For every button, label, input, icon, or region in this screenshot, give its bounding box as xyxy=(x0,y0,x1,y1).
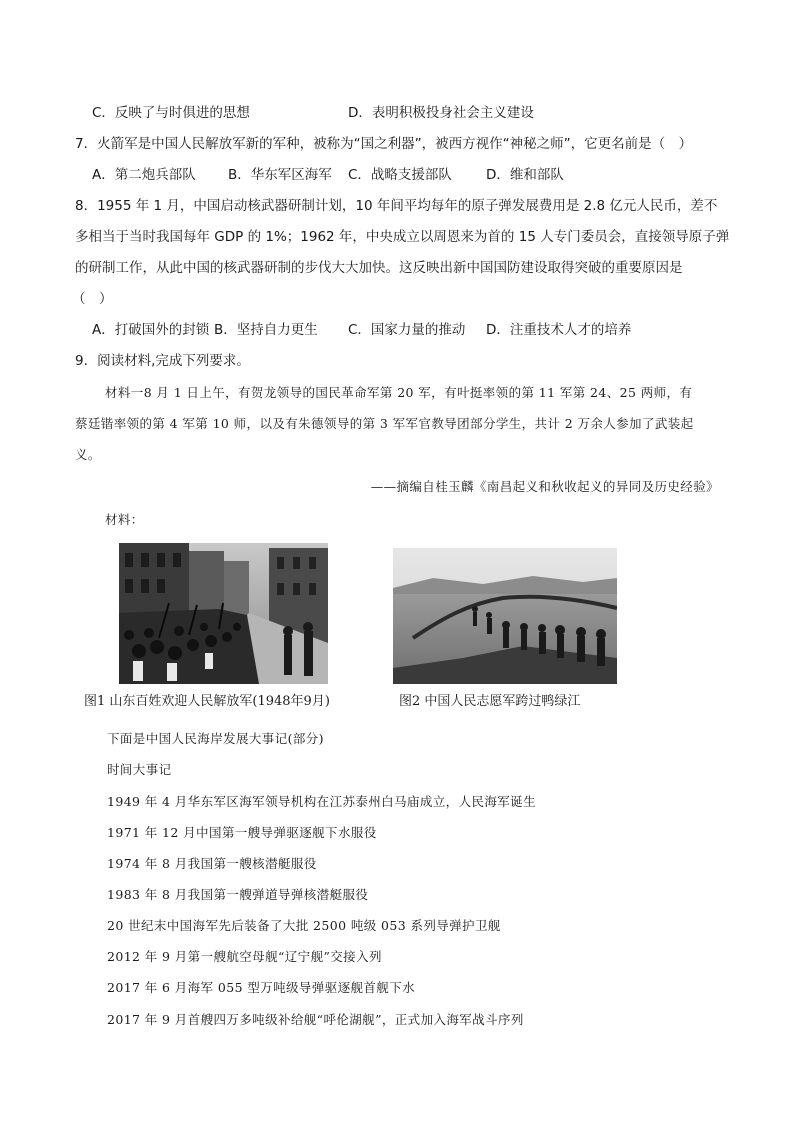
q8-option-c: C．国家力量的推动 xyxy=(348,322,466,338)
q7-option-c: C．战略支援部队 xyxy=(348,167,452,183)
q7-option-d: D．维和部队 xyxy=(486,167,564,183)
material-1-source: ——摘编自桂玉麟《南昌起义和秋收起义的异同及历史经验》 xyxy=(370,479,719,494)
event-item: 1949 年 4 月华东军区海军领导机构在江苏泰州白马庙成立，人民海军诞生 xyxy=(107,794,536,809)
figure-1-photo xyxy=(119,543,328,684)
figure-2-photo xyxy=(393,548,617,684)
event-item: 20 世纪末中国海军先后装备了大批 2500 吨级 053 系列导弹护卫舰 xyxy=(107,918,501,933)
event-item: 1971 年 12 月中国第一艘导弹驱逐舰下水服役 xyxy=(107,825,377,840)
material-1-line-3: 义。 xyxy=(75,447,101,462)
option-c: C．反映了与时俱进的思想 xyxy=(92,105,250,121)
q8-option-b: B．坚持自力更生 xyxy=(214,322,318,338)
material-1-line-2: 蔡廷锴率领的第 4 军第 10 师，以及有朱德领导的第 3 军军官教导团部分学生，共计 2 万余人参加了武装起 xyxy=(75,416,694,431)
event-item: 1974 年 8 月我国第一艘核潜艇服役 xyxy=(107,856,317,871)
q8-line-1: 8．1955 年 1 月，中国启动核武器研制计划，10 年间平均每年的原子弹发展费用是 2.8 亿元人民币，差不 xyxy=(75,198,718,214)
event-item: 1983 年 8 月我国第一艘弹道导弹核潜艇服役 xyxy=(107,887,369,902)
event-item: 2017 年 6 月海军 055 型万吨级导弹驱逐舰首舰下水 xyxy=(107,980,415,995)
q8-line-4: （ ） xyxy=(72,291,113,307)
q7-option-b: B．华东军区海军 xyxy=(228,167,332,183)
q8-option-d: D．注重技术人才的培养 xyxy=(486,322,632,338)
q8-line-2: 多相当于当时我国每年 GDP 的 1%；1962 年，中央成立以周恩来为首的 15 人专门委员会，直接领导原子弹 xyxy=(75,229,730,245)
figure-2-caption: 图2 中国人民志愿军跨过鸭绿江 xyxy=(399,694,581,709)
event-item: 2012 年 9 月第一艘航空母舰“辽宁舰”交接入列 xyxy=(107,949,382,964)
q7-option-a: A．第二炮兵部队 xyxy=(92,167,196,183)
events-intro: 下面是中国人民海岸发展大事记(部分) xyxy=(107,731,324,746)
q9-stem: 9．阅读材料,完成下列要求。 xyxy=(75,353,250,369)
figure-1-caption: 图1 山东百姓欢迎人民解放军(1948年9月) xyxy=(84,694,330,709)
q7-stem: 7．火箭军是中国人民解放军新的军种，被称为“国之利器”，被西方视作“神秘之师”，它更名前是（ ） xyxy=(75,136,693,152)
event-item: 2017 年 9 月首艘四万多吨级补给舰“呼伦湖舰”，正式加入海军战斗序列 xyxy=(107,1012,524,1027)
material-1-line-1: 材料一8 月 1 日上午，有贺龙领导的国民革命军第 20 军，有叶挺率领的第 11 军第 24、25 两师，有 xyxy=(105,385,693,400)
option-d: D．表明积极投身社会主义建设 xyxy=(348,105,534,121)
q8-line-3: 的研制工作，从此中国的核武器研制的步伐大大加快。这反映出新中国国防建设取得突破的重要原因是 xyxy=(75,260,683,276)
events-header: 时间大事记 xyxy=(107,762,172,777)
q8-option-a: A．打破国外的封锁 xyxy=(92,322,210,338)
material-2-label: 材料： xyxy=(105,512,144,527)
